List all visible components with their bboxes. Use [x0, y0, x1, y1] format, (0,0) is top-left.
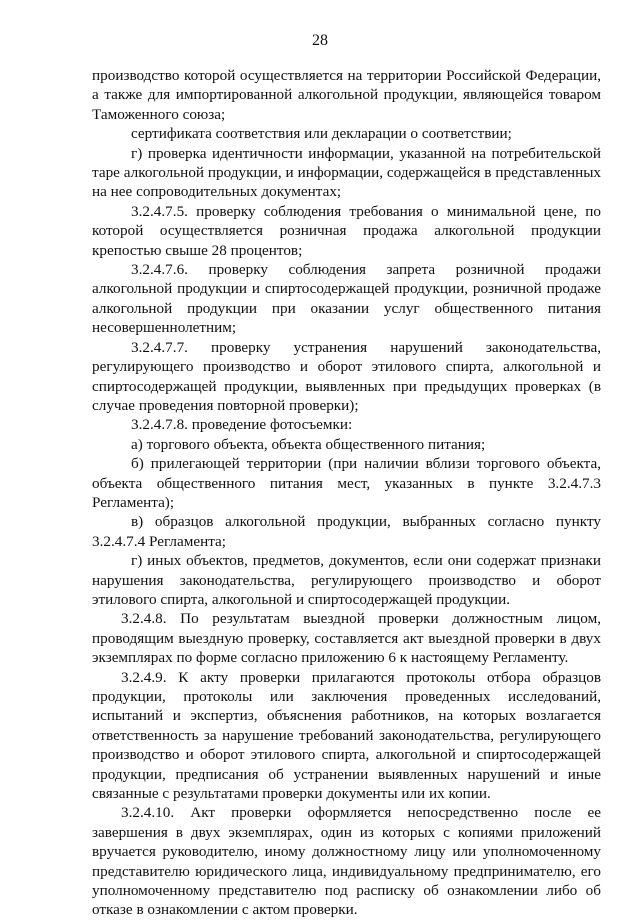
document-body	[92, 66, 601, 920]
paragraph-3-2-4-7-7: 3.2.4.7.7. проверку устранения нарушений законодательства, регулирующего производство и оборот этилового спирта, алкогольной и спиртосодержащей продукции, выявленных при предыдущих проверках (в случае проведения повторной проверки);	[92, 338, 601, 414]
paragraph-certificate: сертификата соответствия или декларации о соответствии;	[131, 125, 512, 143]
paragraph-item-b: б) прилегающей территории (при наличии вблизи торгового объекта, объекта общественного питания мест, указанных в пункте 3.2.4.7.3 Регламента);	[92, 455, 601, 511]
paragraph-3-2-4-7-8: 3.2.4.7.8. проведение фотосъемки:	[131, 416, 353, 434]
paragraph-item-g: г) иных объектов, предметов, документов, если они содержат признаки нарушения законодательства, регулирующего производство и оборот этилового спирта, алкогольной и спиртосодержащей продукции.	[92, 552, 601, 608]
paragraph-3-2-4-7-5: 3.2.4.7.5. проверку соблюдения требования о минимальной цене, по которой осуществляется розничная продажа алкогольной продукции крепостью свыше 28 процентов;	[92, 202, 601, 259]
paragraph-continuation: производство которой осуществляется на территории Российской Федерации, а также для импортированной алкогольной продукции, являющейся товаром Таможенного союза;	[92, 67, 601, 123]
paragraph-3-2-4-7-6: 3.2.4.7.6. проверку соблюдения запрета розничной продажи алкогольной продукции и спиртосодержащей продукции, розничной продаже алкогольной продукции при оказании услуг общественного питания несовершеннолетним;	[92, 261, 601, 337]
paragraph-3-2-4-9: 3.2.4.9. К акту проверки прилагаются протоколы отбора образцов продукции, протоколы или заключения проведенных исследований, испытаний и экспертиз, объяснения работников, на которых возлагается ответственность за нарушение требований законодательства, регулирующего производство и оборот этилового спирта, алкогольной и спиртосодержащей продукции, предписания об устранении выявленных нарушений и иные связанные с результатами проверки документы или их копии.	[92, 668, 601, 803]
paragraph-item-a: а) торгового объекта, объекта общественного питания;	[131, 435, 486, 453]
paragraph-identity-check: г) проверка идентичности информации, указанной на потребительской таре алкогольной продукции, и информации, содержащейся в представленных на нее сопроводительных документах;	[92, 144, 601, 201]
paragraph-item-v: в) образцов алкогольной продукции, выбранных согласно пункту 3.2.4.7.4 Регламента;	[92, 513, 601, 550]
page-number: 28	[312, 32, 328, 49]
paragraph-3-2-4-8: 3.2.4.8. По результатам выездной проверки должностным лицом, проводящим выездную проверку, составляется акт выездной проверки в двух экземплярах по форме согласно приложению 6 к настоящему Регламенту.	[92, 610, 601, 667]
paragraph-3-2-4-10: 3.2.4.10. Акт проверки оформляется непосредственно после ее завершения в двух экземплярах, один из которых с копиями приложений вручается руководителю, иному должностному лицу или уполномоченному представителю юридического лица, индивидуальному предпринимателю, его уполномоченному представителю под расписку об ознакомлении либо об отказе в ознакомлении с актом проверки.	[92, 804, 601, 919]
